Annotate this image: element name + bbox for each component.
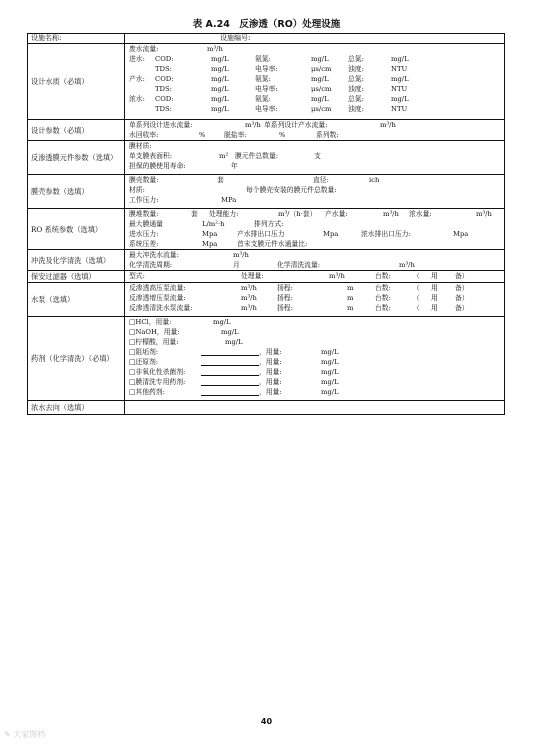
filter-duty-label: 用 — [431, 272, 438, 280]
product-tn-unit: mg/L — [391, 75, 409, 83]
membrane-area-unit: m² — [219, 152, 229, 160]
concentrate-outlet-pressure-label: 浓水排出口压力: — [361, 230, 411, 238]
ro-system-content[interactable] — [125, 209, 505, 250]
concentrate-tn-label: 总氮: — [348, 95, 364, 103]
design-water-row — [28, 44, 505, 120]
inlet-pressure-unit: Mpa — [202, 230, 218, 238]
max-flux-label: 最大膜通量 — [129, 220, 163, 228]
product-turb-unit: NTU — [391, 85, 408, 93]
filter-capacity-unit: m³/h — [329, 272, 345, 280]
chemicals-label: 药剂（化学清洗）（必填） — [28, 317, 125, 401]
concentrate-volume-unit: m³/h — [476, 210, 492, 218]
facility-number-label: 设施编号: — [220, 34, 251, 42]
biocide-unit: mg/L — [321, 368, 339, 376]
other-chemical-unit: mg/L — [321, 388, 339, 396]
naoh-checkbox-label[interactable]: □NaOH，用量: — [129, 328, 180, 336]
membrane-shell-row — [28, 175, 505, 209]
hp-pump-standby: 备） — [455, 284, 469, 292]
wash-pump-paren: （ — [413, 304, 420, 312]
concentrate-turb-label: 浊度: — [348, 105, 364, 113]
booster-pump-units-label: 台数: — [375, 294, 391, 302]
membrane-cleaner-unit: mg/L — [321, 378, 339, 386]
membrane-shell-label: 膜壳参数（选填） — [28, 175, 125, 209]
hp-pump-lift-unit: m — [347, 284, 354, 292]
membrane-life-unit: 年 — [231, 162, 238, 170]
series-inflow-label: 单系列设计进水流量: — [129, 121, 193, 129]
concentrate-label: 浓水去向（选填） — [28, 401, 125, 415]
wash-pump-flow-label: 反渗透清洗水泵流量: — [129, 304, 193, 312]
inlet-tds-unit: mg/L — [211, 65, 229, 73]
filter-units-label: 台数: — [375, 272, 391, 280]
product-ammonia-label: 氨氮: — [255, 75, 271, 83]
booster-pump-standby: 备） — [455, 294, 469, 302]
concentrate-prefix: 浓水: — [129, 95, 145, 103]
wash-pump-lift-label: 扬程: — [277, 304, 293, 312]
antiscalant-unit: mg/L — [321, 348, 339, 356]
shell-count-label: 膜壳数量: — [129, 176, 159, 184]
booster-pump-lift-unit: m — [347, 294, 354, 302]
filter-standby-label: 备） — [455, 272, 469, 280]
system-dp-label: 系统压差: — [129, 240, 159, 248]
shell-elements-label: 每个膜壳安装的膜元件总数量: — [246, 186, 337, 194]
arrangement-label: 排列方式: — [254, 220, 284, 228]
reductant-checkbox-label[interactable]: □还原剂: — [129, 358, 159, 366]
wash-pump-lift-unit: m — [347, 304, 354, 312]
design-params-label: 设计参数（必填） — [28, 120, 125, 141]
product-ammonia-unit: mg/L — [311, 75, 329, 83]
capacity-label: 处理能力: — [209, 210, 239, 218]
wash-pump-standby: 备） — [455, 304, 469, 312]
cleaning-period-unit: 月 — [233, 261, 240, 269]
design-params-row — [28, 120, 505, 141]
recovery-label: 水回收率: — [129, 131, 159, 139]
booster-pump-lift-label: 扬程: — [277, 294, 293, 302]
product-volume-unit: m³/h — [383, 210, 399, 218]
inlet-turb-label: 浊度: — [348, 65, 364, 73]
reductant-unit: mg/L — [321, 358, 339, 366]
shell-diameter-unit: ich — [369, 176, 380, 184]
concentrate-tds-unit: mg/L — [211, 105, 229, 113]
concentrate-tds-label: TDS: — [155, 105, 172, 113]
inlet-tn-unit: mg/L — [391, 55, 409, 63]
cleaning-flow-unit: m³/h — [399, 261, 415, 269]
filter-capacity-label: 处理量: — [241, 272, 264, 280]
concentrate-volume-label: 浓水量: — [409, 210, 432, 218]
membrane-element-row — [28, 141, 505, 175]
chemicals-row — [28, 317, 505, 401]
concentrate-content[interactable] — [125, 401, 505, 415]
concentrate-cod-unit: mg/L — [211, 95, 229, 103]
capacity-unit: m³/（h·套） — [278, 210, 317, 218]
ro-system-label: RO 系统参数（选填） — [28, 209, 125, 250]
product-outlet-pressure-unit: Mpa — [323, 230, 339, 238]
shell-diameter-label: 直径: — [313, 176, 329, 184]
pump-row — [28, 283, 505, 317]
membrane-shell-content[interactable] — [125, 175, 505, 209]
booster-pump-duty: 用 — [431, 294, 438, 302]
membrane-cleaner-dose-label: ，用量: — [259, 378, 282, 386]
hp-pump-duty: 用 — [431, 284, 438, 292]
citric-acid-unit: mg/L — [225, 338, 243, 346]
hp-pump-flow-label: 反渗透高压泵流量: — [129, 284, 186, 292]
filter-type-label: 型式: — [129, 272, 145, 280]
membrane-cleaner-name-blank[interactable] — [201, 377, 259, 386]
antiscalant-checkbox-label[interactable]: □阻垢剂: — [129, 348, 159, 356]
product-prefix: 产水: — [129, 75, 145, 83]
product-cond-unit: μs/cm — [311, 85, 332, 93]
cleaning-period-label: 化学清洗周期: — [129, 261, 173, 269]
concentrate-outlet-pressure-unit: Mpa — [453, 230, 469, 238]
pump-content[interactable] — [125, 283, 505, 317]
page-title: 表 A.24 反渗透（RO）处理设施 — [192, 19, 341, 30]
stack-count-label: 膜堆数量: — [129, 210, 159, 218]
inlet-cod-label: COD: — [155, 55, 174, 63]
hp-pump-lift-label: 扬程: — [277, 284, 293, 292]
product-cod-label: COD: — [155, 75, 174, 83]
series-outflow-label: 单系列设计产水流量: — [264, 121, 328, 129]
max-flush-unit: m³/h — [233, 251, 249, 259]
pump-label: 水泵（选填） — [28, 283, 125, 317]
cleaning-flow-label: 化学清洗流量: — [277, 261, 321, 269]
system-dp-unit: Mpa — [202, 240, 218, 248]
concentrate-tn-unit: mg/L — [391, 95, 409, 103]
wash-pump-duty: 用 — [431, 304, 438, 312]
biocide-name-blank[interactable] — [201, 367, 259, 376]
filter-row — [28, 271, 505, 283]
header-row — [28, 34, 505, 44]
inlet-tn-label: 总氮: — [348, 55, 364, 63]
concentrate-turb-unit: NTU — [391, 105, 408, 113]
page-number: 40 — [260, 717, 273, 726]
series-outflow-unit: m³/h — [380, 121, 396, 129]
product-tds-unit: mg/L — [211, 85, 229, 93]
filter-paren-open: （ — [413, 272, 420, 280]
recovery-unit: % — [199, 131, 206, 139]
product-volume-label: 产水量: — [325, 210, 348, 218]
membrane-cleaner-checkbox-label[interactable]: □膜清洗专用药剂: — [129, 378, 186, 386]
design-params-content[interactable] — [125, 120, 505, 141]
shell-material-label: 材质: — [129, 186, 145, 194]
hcl-unit: mg/L — [213, 318, 231, 326]
wash-pump-flow-unit: m³/h — [241, 304, 257, 312]
desalination-unit: % — [279, 131, 286, 139]
product-turb-label: 浊度: — [348, 85, 364, 93]
antiscalant-name-blank[interactable] — [201, 347, 259, 356]
concentrate-ammonia-unit: mg/L — [311, 95, 329, 103]
series-count-label: 系列数: — [316, 131, 339, 139]
reductant-dose-label: ，用量: — [259, 358, 282, 366]
design-water-label: 设计水质（必填） — [28, 44, 125, 120]
shell-pressure-unit: MPa — [221, 196, 237, 204]
naoh-unit: mg/L — [221, 328, 239, 336]
shell-count-unit: 套 — [217, 176, 224, 184]
booster-pump-flow-unit: m³/h — [241, 294, 257, 302]
wash-pump-units-label: 台数: — [375, 304, 391, 312]
cleaning-row — [28, 250, 505, 271]
concentrate-cod-label: COD: — [155, 95, 174, 103]
other-chemical-checkbox-label[interactable]: □其他药剂: — [129, 388, 165, 396]
max-flux-unit: L/m²·h — [202, 220, 225, 228]
reductant-name-blank[interactable] — [201, 357, 259, 366]
product-tds-label: TDS: — [155, 85, 172, 93]
booster-pump-flow-label: 反渗透增压泵流量: — [129, 294, 186, 302]
series-inflow-unit: m³/h — [245, 121, 261, 129]
filter-content[interactable] — [125, 271, 505, 283]
citric-acid-checkbox-label[interactable]: □柠檬酸，用量: — [129, 338, 179, 346]
desalination-label: 脱盐率: — [224, 131, 247, 139]
watermark: ✎ 大家图档 — [4, 730, 46, 739]
biocide-dose-label: ，用量: — [259, 368, 282, 376]
inlet-cond-label: 电导率: — [255, 65, 278, 73]
inlet-tds-label: TDS: — [155, 65, 172, 73]
hp-pump-units-label: 台数: — [375, 284, 391, 292]
max-flush-label: 最大冲洗水流量: — [129, 251, 179, 259]
cleaning-label: 冲洗及化学清洗（选填） — [28, 250, 125, 271]
membrane-count-unit: 支 — [314, 152, 321, 160]
facility-name-label: 设施名称: — [31, 34, 62, 42]
other-chemical-name-blank[interactable] — [201, 387, 259, 396]
membrane-count-label: 膜元件总数量: — [235, 152, 279, 160]
flux-ratio-label: 首末支膜元件水通量比: — [237, 240, 308, 248]
membrane-life-label: 担保的膜使用寿命: — [129, 162, 186, 170]
cleaning-content[interactable] — [125, 250, 505, 271]
stack-count-unit: 套 — [191, 210, 198, 218]
inlet-ammonia-label: 氨氮: — [255, 55, 271, 63]
inlet-prefix: 进水: — [129, 55, 145, 63]
product-tn-label: 总氮: — [348, 75, 364, 83]
membrane-element-label: 反渗透膜元件参数（选填） — [28, 141, 125, 175]
concentrate-cond-unit: μs/cm — [311, 105, 332, 113]
shell-pressure-label: 工作压力: — [129, 196, 159, 204]
biocide-checkbox-label[interactable]: □非氧化性杀菌剂: — [129, 368, 186, 376]
inlet-cond-unit: μs/cm — [311, 65, 332, 73]
hp-pump-paren: （ — [413, 284, 420, 292]
inlet-cod-unit: mg/L — [211, 55, 229, 63]
hcl-checkbox-label[interactable]: □HCl，用量: — [129, 318, 172, 326]
ro-system-row — [28, 209, 505, 250]
membrane-material-label: 膜材质: — [129, 142, 152, 150]
membrane-area-label: 单支膜表面积: — [129, 152, 173, 160]
facility-number-cell[interactable] — [125, 34, 505, 44]
concentrate-row — [28, 401, 505, 415]
antiscalant-dose-label: ，用量: — [259, 348, 282, 356]
product-outlet-pressure-label: 产水排出口压力 — [237, 230, 285, 238]
filter-label: 保安过滤器（选填） — [28, 271, 125, 283]
inlet-ammonia-unit: mg/L — [311, 55, 329, 63]
hp-pump-flow-unit: m³/h — [241, 284, 257, 292]
waste-flow-label: 废水流量: — [129, 45, 159, 53]
chemicals-content[interactable] — [125, 317, 505, 401]
membrane-element-content[interactable] — [125, 141, 505, 175]
facility-name-cell[interactable] — [28, 34, 125, 44]
booster-pump-paren: （ — [413, 294, 420, 302]
product-cod-unit: mg/L — [211, 75, 229, 83]
ro-facility-form — [27, 33, 505, 415]
waste-flow-unit: m³/h — [207, 45, 223, 53]
inlet-pressure-label: 进水压力: — [129, 230, 159, 238]
other-chemical-dose-label: ，用量: — [259, 388, 282, 396]
inlet-turb-unit: NTU — [391, 65, 408, 73]
product-cond-label: 电导率: — [255, 85, 278, 93]
design-water-content[interactable] — [125, 44, 505, 120]
concentrate-ammonia-label: 氨氮: — [255, 95, 271, 103]
concentrate-cond-label: 电导率: — [255, 105, 278, 113]
